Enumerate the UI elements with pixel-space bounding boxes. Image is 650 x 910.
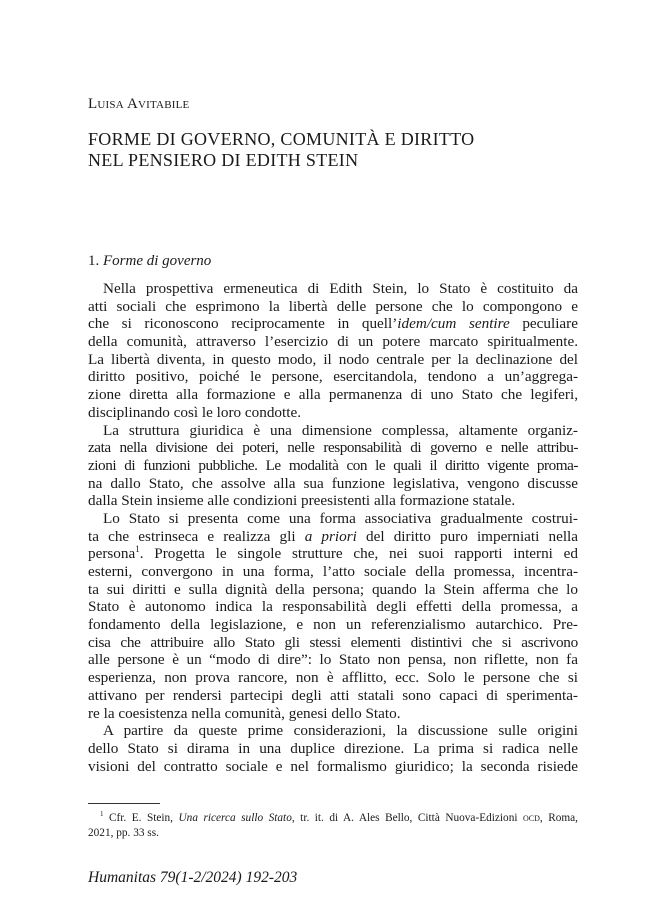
- body-line: [88, 315, 578, 333]
- body-text: . Progetta le singole strutture che, nei suoi rapporti interni ed: [139, 545, 578, 563]
- body-line: La libertà diventa, in questo modo, il nodo centrale per la declinazione del: [88, 350, 578, 368]
- body-line: disciplinando così le loro condotte.: [88, 403, 302, 421]
- body-line: esterni, convergono in una forma, l’atto sociale della promessa, incentra-: [88, 563, 578, 580]
- title-line: NEL PENSIERO DI EDITH STEIN: [88, 150, 359, 170]
- footnote-line: 2021, pp. 33 ss.: [88, 827, 159, 839]
- journal-citation: Humanitas 79(1-2/2024) 192-203: [88, 869, 298, 886]
- body-line: alle persone è un “modo di dire”: lo Stato non pensa, non riflette, non fa: [88, 651, 578, 669]
- footnote-ref[interactable]: 1: [135, 544, 140, 555]
- body-line: zioni di funzioni pubbliche. Le modalità con le quali il diritto vigente proma-: [88, 456, 578, 474]
- body-line: dalla Stein insieme alle condizioni preesistenti alla formazione statale.: [88, 492, 516, 510]
- footnote-book-title: Una ricerca sullo Stato: [178, 812, 292, 824]
- section-heading: [88, 253, 211, 270]
- body-line: attivano per rendersi partecipi degli atti statali sono capaci di sperimenta-: [88, 686, 578, 704]
- body-line: esperienza, non prova rancore, non è afflitto, ecc. Solo le persone che si: [88, 669, 578, 687]
- body-line: re la coesistenza nella comunità, genesi dello Stato.: [88, 704, 401, 722]
- section-number: 1.: [88, 253, 100, 269]
- author-name: [88, 96, 189, 113]
- author-last-rest: vitabile: [138, 96, 190, 112]
- title-line: FORME DI GOVERNO, COMUNITÀ E DIRITTO: [88, 129, 475, 149]
- footnote-text: , tr. it. di A. Ales Bello, Città Nuova-Edizioni: [291, 812, 523, 824]
- section-title: Forme di governo: [103, 253, 212, 269]
- article-body: [88, 280, 578, 775]
- body-line: zione diretta alla formazione e alla permanenza di uno Stato che legiferi,: [88, 386, 578, 404]
- body-line: Nella prospettiva ermeneutica di Edith Stein, lo Stato è costituito da: [103, 280, 578, 297]
- journal-page: [88, 0, 578, 910]
- footnote-line: [88, 811, 578, 826]
- italic-term: a priori: [304, 527, 357, 545]
- footnote-marker: 1: [100, 810, 104, 819]
- body-line: zata nella divisione dei poteri, nelle responsabilità di governo e nelle attribu-: [88, 439, 578, 457]
- body-line: [88, 545, 578, 563]
- body-line: dello Stato si dirama in una duplice direzione. La prima si radica nelle: [88, 739, 578, 757]
- footnote: [88, 811, 578, 841]
- body-line: La struttura giuridica è una dimensione complessa, altamente organiz-: [103, 421, 578, 439]
- footnote-text: , Roma,: [539, 812, 579, 824]
- body-text: peculiare: [509, 315, 578, 333]
- body-line: [88, 528, 578, 546]
- footnote-publisher: ocd: [522, 812, 540, 824]
- footnote-text: Cfr. E. Stein,: [103, 812, 179, 824]
- footnote-divider: [88, 803, 160, 804]
- author-first-rest: uisa: [97, 96, 124, 112]
- italic-term: idem/cum sentire: [397, 315, 510, 333]
- body-text: ta che estrinseca e realizza gli: [88, 527, 305, 545]
- body-text: del diritto puro imperniati nella: [356, 527, 579, 545]
- body-line: Lo Stato si presenta come una forma associativa gradualmente costrui-: [103, 509, 578, 527]
- body-text: persona: [88, 545, 136, 563]
- body-line: cisa che attribuire allo Stato gli stessi elementi distintivi che si ascrivono: [88, 633, 578, 651]
- author-first-initial: L: [88, 96, 98, 112]
- body-line: diritto positivo, poiché le persone, esercitandola, tendono a un’aggrega-: [88, 368, 578, 386]
- body-line: na dallo Stato, che assolve alla sua funzione legislativa, vengono discusse: [88, 474, 578, 492]
- body-line: atti sociali che esprimono la libertà delle persone che lo compongono e: [88, 297, 578, 315]
- body-line: ta sui diritti e sulla dignità della persona; quando la Stein afferma che lo: [88, 580, 578, 598]
- body-line: A partire da queste prime considerazioni, la discussione sulle origini: [103, 722, 578, 740]
- author-last-initial: A: [126, 96, 139, 112]
- body-text: che si riconoscono reciprocamente in quell’: [88, 315, 398, 333]
- body-line: della comunità, attraverso l’esercizio di un potere marcato spiritualmente.: [88, 333, 578, 351]
- body-line: visioni del contratto sociale e nel formalismo giuridico; la seconda risiede: [88, 757, 578, 775]
- body-line: fondamento della legislazione, e non un referenzialismo autarchico. Pre-: [88, 616, 578, 634]
- body-line: Stato è autonomo indica la responsabilità degli effetti della promessa, a: [88, 598, 578, 616]
- article-title: [88, 129, 578, 171]
